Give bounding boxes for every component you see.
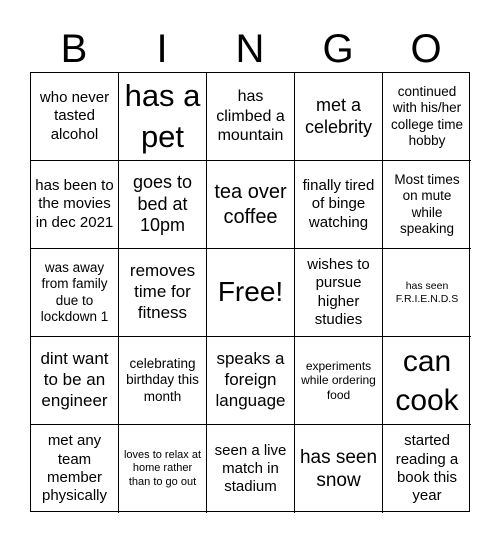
bingo-cell[interactable]: continued with his/her college time hobby [383,73,471,161]
bingo-cell[interactable]: who never tasted alcohol [31,73,119,161]
bingo-cell[interactable]: was away from family due to lockdown 1 [31,249,119,337]
bingo-cell[interactable]: loves to relax at home rather than to go out [119,425,207,513]
bingo-cell[interactable]: celebrating birthday this month [119,337,207,425]
bingo-cell[interactable]: has been to the movies in dec 2021 [31,161,119,249]
bingo-cell[interactable]: met a celebrity [295,73,383,161]
header-letter-b: B [60,27,88,71]
bingo-cell[interactable]: has seen snow [295,425,383,513]
bingo-cell[interactable]: wishes to pursue higher studies [295,249,383,337]
bingo-cell[interactable]: met any team member physically [31,425,119,513]
bingo-cell[interactable]: has seen F.R.I.E.N.D.S [383,249,471,337]
bingo-cell[interactable]: Most times on mute while speaking [383,161,471,249]
bingo-cell[interactable]: has a pet [119,73,207,161]
bingo-cell[interactable]: can cook [383,337,471,425]
bingo-cell[interactable]: started reading a book this year [395,432,459,505]
bingo-grid [30,72,470,512]
bingo-cell-free[interactable]: Free! [207,249,295,337]
bingo-header [30,22,470,76]
header-letter-o: O [410,27,442,71]
bingo-cell[interactable]: seen a live match in stadium [207,425,295,513]
header-letter-i: I [156,27,168,71]
bingo-cell[interactable]: experiments while ordering food [295,337,383,425]
header-letter-n: N [235,27,265,71]
bingo-cell[interactable]: speaks a foreign language [207,337,295,425]
header-letter-g: G [322,27,354,71]
bingo-cell[interactable]: finally tired of binge watching [295,161,383,249]
bingo-cell[interactable]: has climbed a mountain [207,73,295,161]
bingo-cell[interactable]: goes to bed at 10pm [119,161,207,249]
bingo-cell[interactable]: tea over coffee [207,161,295,249]
bingo-cell[interactable]: removes time for fitness [119,249,207,337]
bingo-cell[interactable]: dint want to be an engineer [31,337,119,425]
